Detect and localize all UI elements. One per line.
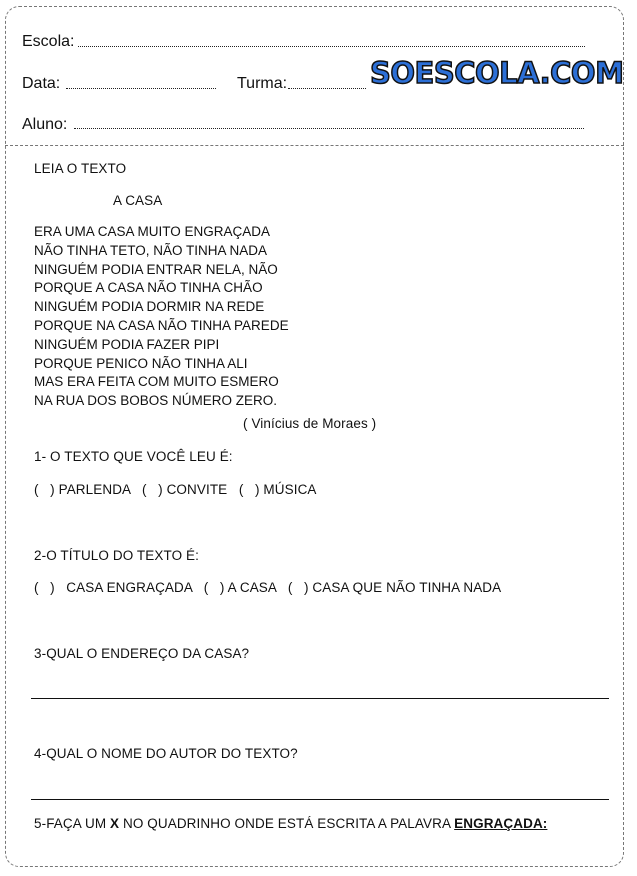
question-4: 4-QUAL O NOME DO AUTOR DO TEXTO? — [34, 746, 298, 761]
question-5-middle: NO QUADRINHO ONDE ESTÁ ESCRITA A PALAVRA — [119, 816, 455, 831]
question-2-options[interactable]: ( ) CASA ENGRAÇADA ( ) A CASA ( ) CASA QUE NÃO TINHA NADA — [34, 580, 502, 595]
poem-line: NÃO TINHA TETO, NÃO TINHA NADA — [34, 242, 268, 258]
poem-line: MAS ERA FEITA COM MUITO ESMERO — [34, 374, 279, 390]
answer-line-4[interactable] — [31, 799, 609, 800]
poem-line: PORQUE NA CASA NÃO TINHA PAREDE — [34, 317, 289, 333]
poem-title: A CASA — [113, 193, 163, 208]
instruction: LEIA O TEXTO — [34, 161, 127, 176]
question-5-word: ENGRAÇADA: — [454, 816, 548, 831]
class-field[interactable] — [288, 88, 366, 89]
class-label: Turma: — [237, 75, 288, 92]
poem-line: NINGUÉM PODIA FAZER PIPI — [34, 336, 220, 352]
poem-text — [34, 223, 289, 411]
header-divider — [5, 145, 624, 146]
worksheet-border — [5, 6, 624, 867]
student-field[interactable] — [74, 128, 584, 129]
answer-line-3[interactable] — [31, 698, 609, 699]
question-3: 3-QUAL O ENDEREÇO DA CASA? — [34, 646, 250, 661]
poem-line: PORQUE PENICO NÃO TINHA ALI — [34, 355, 248, 371]
poem-author: ( Vinícius de Moraes ) — [243, 416, 377, 431]
question-5-prefix: 5-FAÇA UM — [34, 816, 111, 831]
poem-line: NINGUÉM PODIA ENTRAR NELA, NÃO — [34, 261, 278, 277]
school-label: Escola: — [22, 33, 75, 50]
poem-line: PORQUE A CASA NÃO TINHA CHÃO — [34, 280, 263, 296]
school-field[interactable] — [78, 46, 585, 47]
question-1-options[interactable]: ( ) PARLENDA ( ) CONVITE ( ) MÚSICA — [34, 482, 317, 497]
date-field[interactable] — [66, 88, 216, 89]
question-1: 1- O TEXTO QUE VOCÊ LEU É: — [34, 449, 233, 464]
question-5-x: X — [110, 816, 120, 831]
poem-line: NA RUA DOS BOBOS NÚMERO ZERO. — [34, 393, 278, 409]
poem-line: NINGUÉM PODIA DORMIR NA REDE — [34, 299, 265, 315]
site-logo: SOESCOLA.COM — [370, 56, 624, 90]
question-5 — [34, 816, 547, 831]
student-label: Aluno: — [22, 116, 68, 133]
poem-line: ERA UMA CASA MUITO ENGRAÇADA — [34, 224, 271, 239]
date-label: Data: — [22, 75, 61, 92]
question-2: 2-O TÍTULO DO TEXTO É: — [34, 548, 199, 563]
